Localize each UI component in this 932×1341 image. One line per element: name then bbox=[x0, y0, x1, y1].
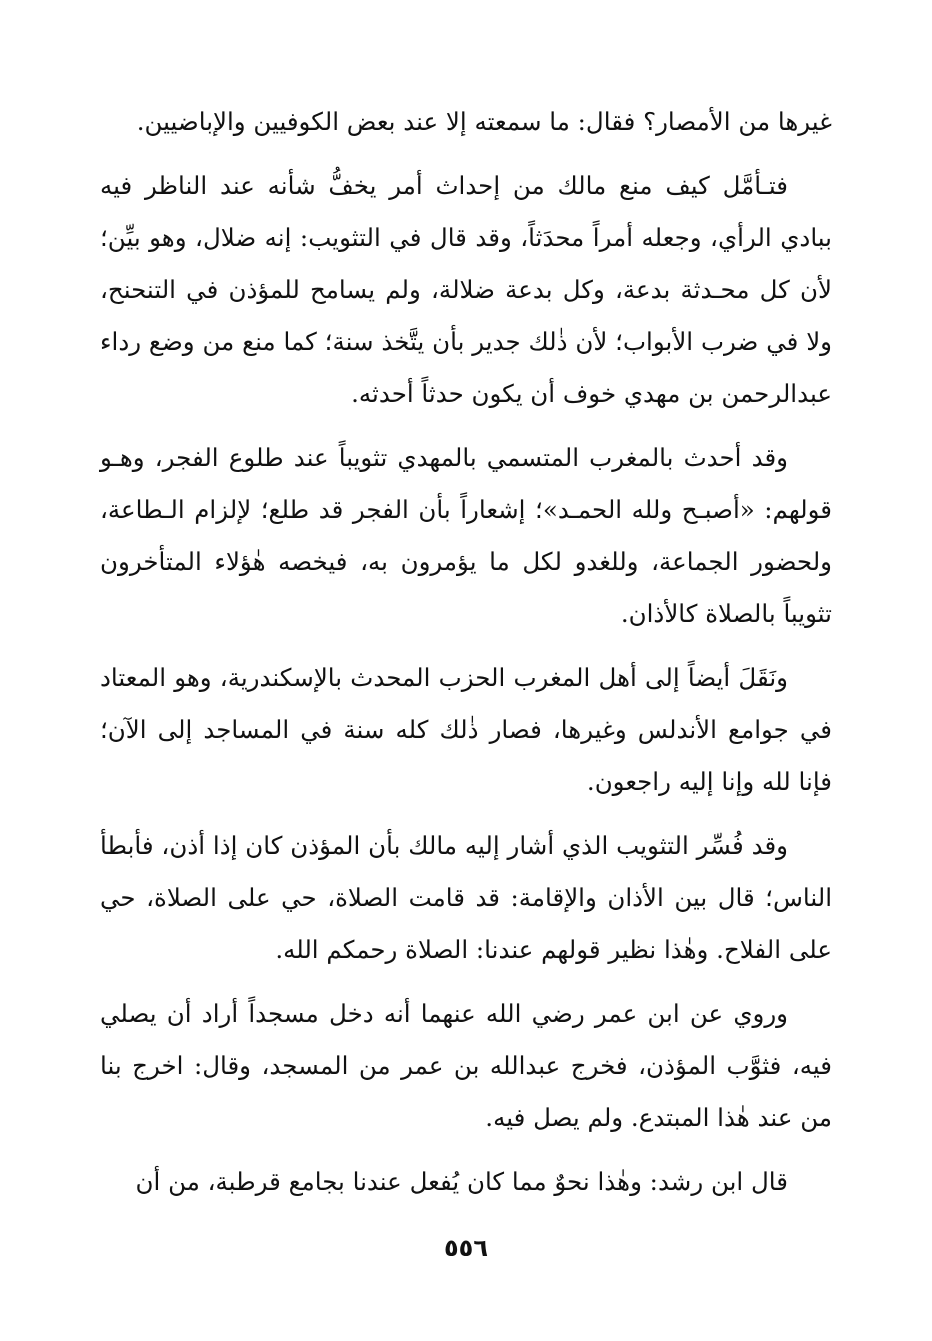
paragraph-continuation: غيرها من الأمصار؟ فقال: ما سمعته إلا عند بعض الكوفيين والإباضيين. bbox=[136, 107, 832, 136]
paragraph-mahdi-tathwib: وقد أحدث بالمغرب المتسمي بالمهدي تثويباً عند طلوع الفجر، وهـو قولهم: «أصبـح ولله الحمـد»؛ إشعاراً بأن الفجر قد طلع؛ لإلزام الـطاعة، ولحضور الجماعة، وللغدو لكل ما يؤمرون به، فيخصه هٰؤلاء المتأخرون تثويباً بالصلاة كالأذان. bbox=[100, 443, 832, 628]
paragraph-consider-malik: فتـأمَّل كيف منع مالك من إحداث أمر يخفُّ شأنه عند الناظر فيه ببادي الرأي، وجعله أمراً محدَثاً، وقد قال في التثويب: إنه ضلال، وهو بيِّن؛ لأن كل محـدثة بدعة، وكل بدعة ضلالة، ولم يسامح للمؤذن في التنحنح، ولا في ضرب الأبواب؛ لأن ذٰلك جدير بأن يتَّخذ سنة؛ كما منع من وضع رداء عبدالرحمن بن مهدي خوف أن يكون حدثاً أحدثه. bbox=[100, 171, 832, 408]
paragraph-hizb-alexandria: ونَقَلَ أيضاً إلى أهل المغرب الحزب المحدث بالإسكندرية، وهو المعتاد في جوامع الأندلس وغيرها، فصار ذٰلك كله سنة في المساجد إلى الآن؛ فإنا لله وإنا إليه راجعون. bbox=[100, 663, 832, 796]
paragraph-tathwib-explained: وقد فُسِّر التثويب الذي أشار إليه مالك بأن المؤذن كان إذا أذن، فأبطأ الناس؛ قال بين الأذان والإقامة: قد قامت الصلاة، حي على الصلاة، حي على الفلاح. وهٰذا نظير قولهم عندنا: الصلاة رحمكم الله. bbox=[100, 831, 832, 964]
body-text bbox=[100, 96, 832, 1208]
paragraph-ibn-umar: وروي عن ابن عمر رضي الله عنهما أنه دخل مسجداً أراد أن يصلي فيه، فثوَّب المؤذن، فخرج عبدالله بن عمر من المسجد، وقال: اخرج بنا من عند هٰذا المبتدع. ولم يصل فيه. bbox=[100, 999, 832, 1132]
page-number: ٥٥٦ bbox=[444, 1234, 488, 1262]
paragraph-ibn-rushd: قال ابن رشد: وهٰذا نحوٌ مما كان يُفعل عندنا بجامع قرطبة، من أن bbox=[135, 1167, 788, 1196]
